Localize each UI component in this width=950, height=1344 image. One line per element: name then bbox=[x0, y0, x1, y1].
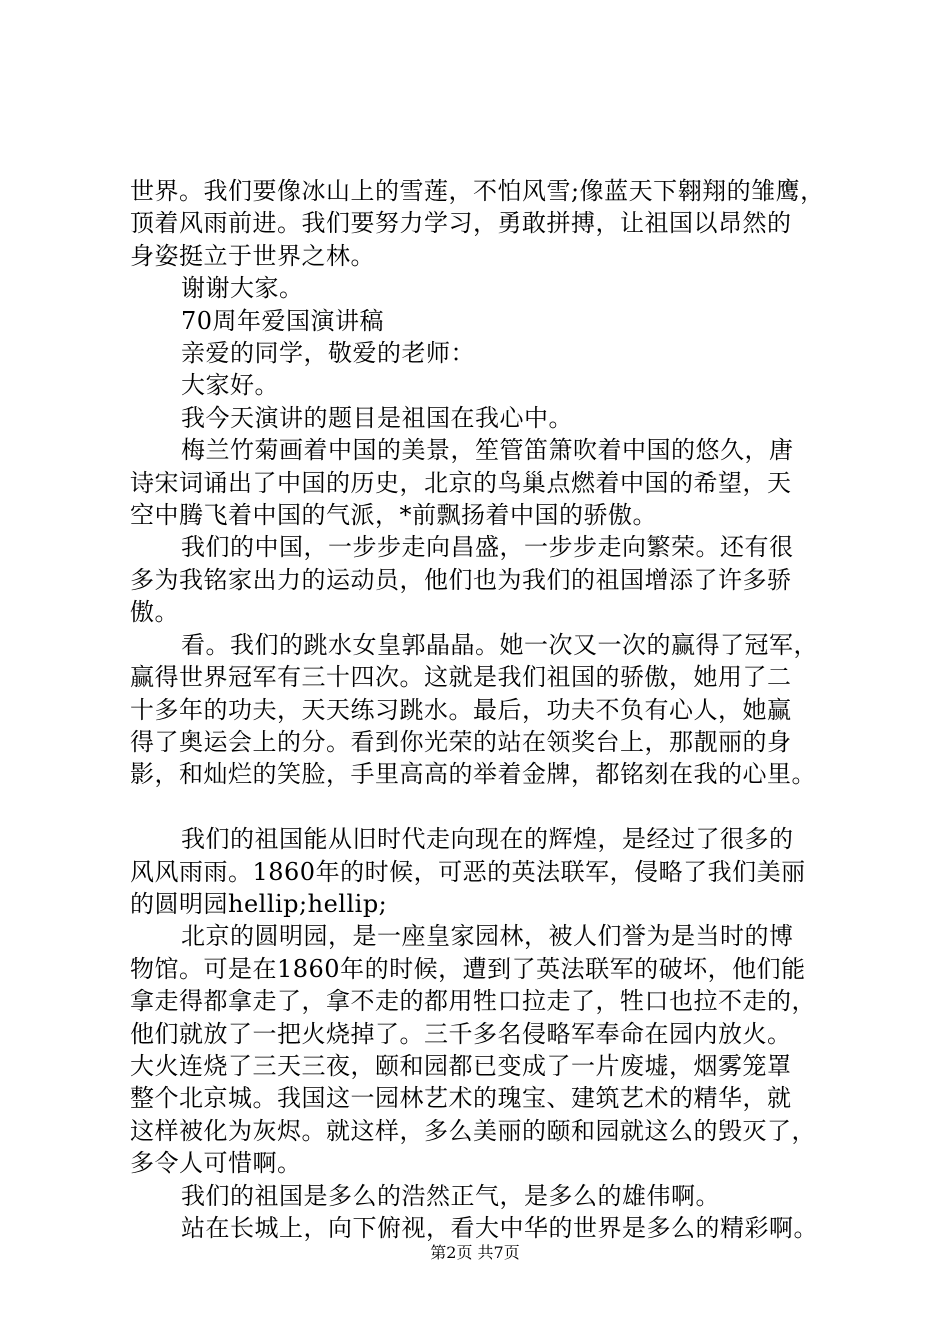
text-line: 多令人可惜啊。 bbox=[130, 1149, 302, 1178]
page-footer bbox=[0, 1243, 950, 1263]
text-line: 大火连烧了三天三夜，颐和园都已变成了一片废墟，烟雾笼罩 bbox=[130, 1051, 792, 1080]
text-line: 空中腾飞着中国的气派，*前飘扬着中国的骄傲。 bbox=[130, 501, 657, 530]
salutation: 亲爱的同学，敬爱的老师： bbox=[181, 339, 475, 368]
speech-body-text bbox=[130, 175, 840, 1244]
text-line: 整个北京城。我国这一园林艺术的瑰宝、建筑艺术的精华，就 bbox=[130, 1084, 792, 1113]
text-line: 站在长城上，向下俯视，看大中华的世界是多么的精彩啊。 bbox=[181, 1213, 818, 1242]
text-line: 我们的中国，一步步走向昌盛，一步步走向繁荣。还有很 bbox=[181, 533, 794, 562]
text-line: 影，和灿烂的笑脸，手里高高的举着金牌，都铭刻在我的心里。 bbox=[130, 760, 816, 789]
text-line: 北京的圆明园，是一座皇家园林，被人们誉为是当时的博 bbox=[181, 922, 794, 951]
text-line: 多为我铭家出力的运动员，他们也为我们的祖国增添了许多骄 bbox=[130, 565, 792, 594]
text-line: 风风雨雨。1860年的时候，可恶的英法联军，侵略了我们美丽 bbox=[130, 857, 806, 886]
blank-line bbox=[130, 791, 840, 823]
speech-title: 70周年爱国演讲稿 bbox=[181, 306, 385, 335]
text-line: 身姿挺立于世界之林。 bbox=[130, 241, 375, 270]
closing-thanks: 谢谢大家。 bbox=[181, 274, 304, 303]
text-line: 诗宋词诵出了中国的历史，北京的鸟巢点燃着中国的希望，天 bbox=[130, 468, 792, 497]
text-line: 拿走得都拿走了，拿不走的都用牲口拉走了，牲口也拉不走的， bbox=[130, 987, 816, 1016]
text-line: 十多年的功夫，天天练习跳水。最后，功夫不负有心人，她赢 bbox=[130, 695, 792, 724]
text-line: 的圆明园hellip;hellip; bbox=[130, 889, 388, 918]
text-line: 梅兰竹菊画着中国的美景，笙管笛箫吹着中国的悠久，唐 bbox=[181, 436, 794, 465]
text-line: 看。我们的跳水女皇郭晶晶。她一次又一次的赢得了冠军， bbox=[181, 630, 818, 659]
page-number-label: 第2页 共7页 bbox=[430, 1243, 520, 1262]
text-line: 得了奥运会上的分。看到你光荣的站在领奖台上，那靓丽的身 bbox=[130, 727, 792, 756]
text-line: 傲。 bbox=[130, 598, 179, 627]
greeting: 大家好。 bbox=[181, 371, 279, 400]
text-line: 这样被化为灰烬。就这样，多么美丽的颐和园就这么的毁灭了， bbox=[130, 1116, 816, 1145]
text-line: 我们的祖国能从旧时代走向现在的辉煌，是经过了很多的 bbox=[181, 825, 794, 854]
text-line: 他们就放了一把火烧掉了。三千多名侵略军奉命在园内放火。 bbox=[130, 1019, 792, 1048]
text-line: 我今天演讲的题目是祖国在我心中。 bbox=[181, 403, 573, 432]
text-line: 世界。我们要像冰山上的雪莲，不怕风雪;像蓝天下翱翔的雏鹰， bbox=[130, 177, 825, 205]
text-line: 顶着风雨前进。我们要努力学习，勇敢拼搏，让祖国以昂然的 bbox=[130, 209, 792, 238]
text-line: 我们的祖国是多么的浩然正气，是多么的雄伟啊。 bbox=[181, 1181, 720, 1210]
text-line: 赢得世界冠军有三十四次。这就是我们祖国的骄傲，她用了二 bbox=[130, 663, 792, 692]
text-line: 物馆。可是在1860年的时候，遭到了英法联军的破坏，他们能 bbox=[130, 954, 806, 983]
